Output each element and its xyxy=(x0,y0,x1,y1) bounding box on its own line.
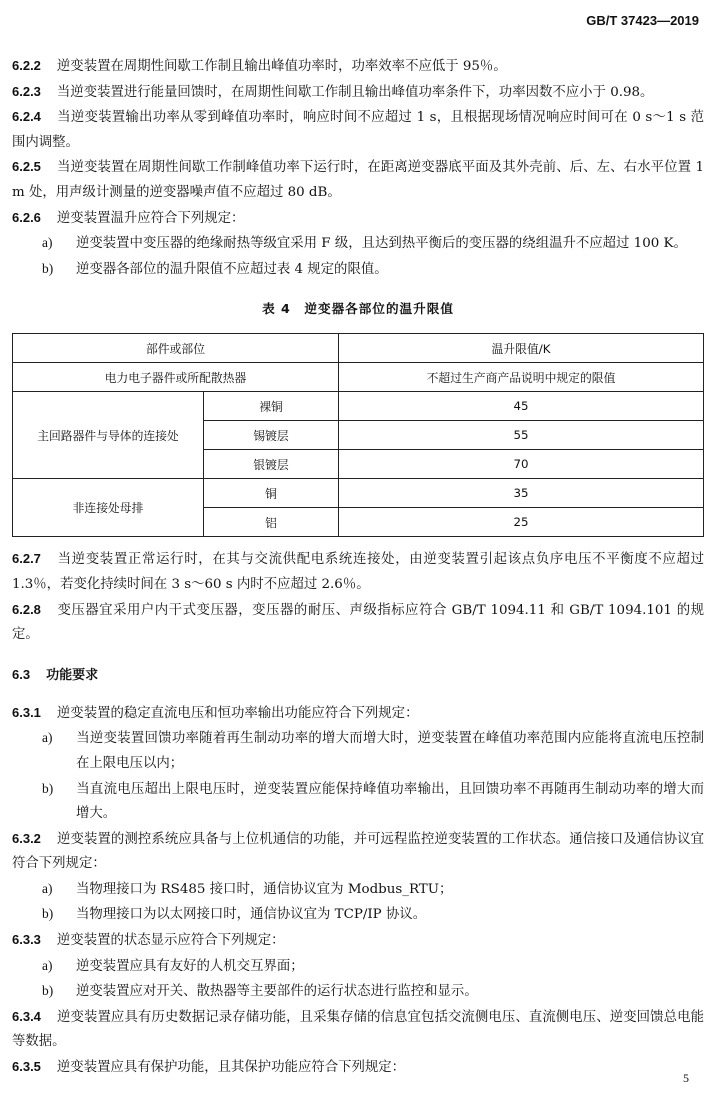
item-text: 逆变装置应具有友好的人机交互界面； xyxy=(76,958,304,974)
item-label: b) xyxy=(42,780,54,796)
clause-text: 逆变装置的测控系统应具备与上位机通信的功能，并可远程监控逆变装置的工作状态。通信接口及通信协议宜符合下列规定： xyxy=(12,831,704,872)
table-header-row xyxy=(13,334,704,363)
section-title: 功能要求 xyxy=(46,667,99,683)
clause-text: 逆变装置温升应符合下列规定： xyxy=(56,210,245,226)
list-item xyxy=(12,231,704,257)
table-cell: 55 xyxy=(339,421,704,450)
table-cell: 铜 xyxy=(204,479,339,508)
item-label: b) xyxy=(42,983,54,999)
item-text: 当直流电压超出上限电压时，逆变装置应能保持峰值功率输出，且回馈功率不再随再生制动功率的增大而增大。 xyxy=(76,781,704,822)
clause-text: 当逆变装置在周期性间歇工作制峰值功率下运行时，在距离逆变器底平面及其外壳前、后、左、右水平位置 1 m 处，用声级计测量的逆变器噪声值不应超过 80 dB。 xyxy=(12,160,704,200)
clause-6-2-8 xyxy=(12,598,704,648)
clause-number: 6.2.4 xyxy=(12,109,41,125)
clause-6-2-7 xyxy=(12,547,704,597)
table-header-cell: 温升限值/K xyxy=(339,334,704,363)
item-label: a) xyxy=(42,880,53,896)
list-item xyxy=(12,877,704,903)
clause-number: 6.2.3 xyxy=(12,83,41,99)
table-group-cell: 主回路器件与导体的连接处 xyxy=(13,392,204,479)
list-item xyxy=(12,979,704,1005)
standard-number: GB/T 37423—2019 xyxy=(586,13,699,28)
clause-number: 6.2.8 xyxy=(12,601,41,617)
clause-6-3-5 xyxy=(12,1055,704,1081)
table-cell: 电力电子器件或所配散热器 xyxy=(13,363,339,392)
clause-number: 6.2.7 xyxy=(12,551,41,567)
clause-6-2-4 xyxy=(12,105,704,155)
item-text: 逆变器各部位的温升限值不应超过表 4 规定的限值。 xyxy=(76,261,388,277)
item-label: b) xyxy=(42,906,54,922)
clause-text: 逆变装置应具有历史数据记录存储功能，且采集存储的信息宜包括交流侧电压、直流侧电压、逆变回馈总电能等数据。 xyxy=(12,1009,704,1050)
clause-number: 6.2.6 xyxy=(12,209,41,225)
section-number: 6.3 xyxy=(12,666,31,682)
clause-text: 变压器宜采用户内干式变压器，变压器的耐压、声级指标应符合 GB/T 1094.11 和 GB/T 1094.101 的规定。 xyxy=(12,602,704,643)
item-text: 当物理接口为 RS485 接口时，通信协议宜为 Modbus_RTU； xyxy=(76,881,453,897)
table-cell: 裸铜 xyxy=(204,392,339,421)
clause-6-2-2 xyxy=(12,54,704,80)
table-row xyxy=(13,479,704,508)
list-item xyxy=(12,777,704,827)
clause-number: 6.3.3 xyxy=(12,932,41,948)
clause-6-2-6 xyxy=(12,206,704,232)
clause-6-3-1 xyxy=(12,701,704,727)
list-item xyxy=(12,257,704,283)
clause-text: 逆变装置的状态显示应符合下列规定： xyxy=(56,933,285,949)
table-row xyxy=(13,363,704,392)
clause-6-3-4 xyxy=(12,1005,704,1055)
section-heading xyxy=(12,664,704,687)
temperature-rise-table xyxy=(12,333,704,537)
clause-text: 逆变装置的稳定直流电压和恒功率输出功能应符合下列规定： xyxy=(56,705,419,721)
table-cell: 铝 xyxy=(204,508,339,537)
clause-6-3-3 xyxy=(12,928,704,954)
clause-number: 6.3.5 xyxy=(12,1059,41,1075)
clause-number: 6.2.5 xyxy=(12,159,41,175)
table-row xyxy=(13,392,704,421)
clause-6-2-3 xyxy=(12,80,704,106)
item-label: b) xyxy=(42,260,54,276)
clause-6-2-5 xyxy=(12,155,704,205)
clause-text: 逆变装置在周期性间歇工作制且输出峰值功率时，功率效率不应低于 95％。 xyxy=(56,59,507,74)
table-cell: 银镀层 xyxy=(204,450,339,479)
clause-6-3-2 xyxy=(12,827,704,877)
page-number: 5 xyxy=(683,1071,689,1085)
item-text: 当逆变装置回馈功率随着再生制动功率的增大而增大时，逆变装置在峰值功率范围内应能将直流电压控制在上限电压以内； xyxy=(76,731,704,771)
table-header-cell: 部件或部位 xyxy=(13,334,339,363)
table-cell: 35 xyxy=(339,479,704,508)
clause-text: 当逆变装置进行能量回馈时，在周期性间歇工作制且输出峰值功率条件下，功率因数不应小于 0.98。 xyxy=(56,84,654,100)
clause-number: 6.3.4 xyxy=(12,1008,41,1024)
table-cell: 70 xyxy=(339,450,704,479)
clause-number: 6.2.2 xyxy=(12,58,41,73)
item-text: 逆变装置应对开关、散热器等主要部件的运行状态进行监控和显示。 xyxy=(76,984,478,1000)
clause-text: 逆变装置应具有保护功能，且其保护功能应符合下列规定： xyxy=(56,1060,406,1076)
table-cell: 25 xyxy=(339,508,704,537)
item-label: a) xyxy=(42,235,53,251)
item-label: a) xyxy=(42,957,53,973)
clause-number: 6.3.1 xyxy=(12,704,41,720)
table-cell: 锡镀层 xyxy=(204,421,339,450)
clause-text: 当逆变装置输出功率从零到峰值功率时，响应时间不应超过 1 s，且根据现场情况响应时间可在 0 s～1 s 范围内调整。 xyxy=(12,110,704,150)
item-text: 当物理接口为以太网接口时，通信协议宜为 TCP/IP 协议。 xyxy=(76,907,427,923)
clause-number: 6.3.2 xyxy=(12,830,41,846)
list-item xyxy=(12,954,704,980)
table-group-cell: 非连接处母排 xyxy=(13,479,204,537)
document-body xyxy=(12,0,704,1081)
table-cell: 45 xyxy=(339,392,704,421)
list-item xyxy=(12,726,704,776)
clause-text: 当逆变装置正常运行时，在其与交流供配电系统连接处，由逆变装置引起该点负序电压不平衡度不应超过 1.3％，若变化持续时间在 3 s～60 s 内时不应超过 2.6％。 xyxy=(12,552,704,592)
table-title: 表 4 逆变器各部位的温升限值 xyxy=(262,301,454,317)
list-item xyxy=(12,902,704,928)
item-text: 逆变装置中变压器的绝缘耐热等级宜采用 F 级，且达到热平衡后的变压器的绕组温升不应超过 100 K。 xyxy=(76,236,687,252)
table-cell: 不超过生产商产品说明中规定的限值 xyxy=(339,363,704,392)
item-label: a) xyxy=(42,730,53,746)
